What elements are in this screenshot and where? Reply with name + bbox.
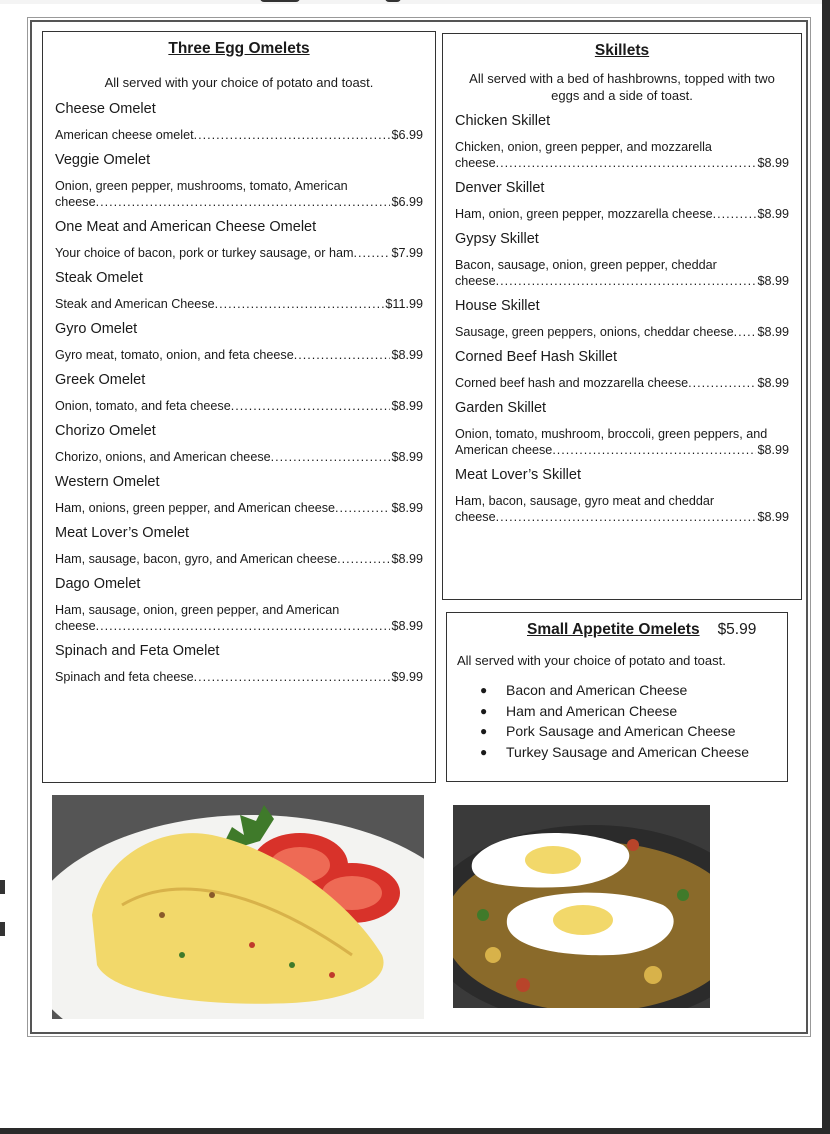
description-text: Ham, onion, green pepper, mozzarella cheese: [455, 207, 713, 221]
skillets-title: Skillets: [594, 42, 650, 59]
price-line: [455, 509, 789, 525]
scan-mark: [0, 922, 5, 936]
price-line: [455, 375, 789, 391]
omelet-list: [43, 101, 435, 685]
description-text: Sausage, green peppers, onions, cheddar cheese: [455, 325, 734, 339]
description-text: cheese: [455, 156, 496, 170]
item-name: Steak Omelet: [55, 270, 143, 286]
description-text: Corned beef hash and mozzarella cheese: [455, 376, 689, 390]
item-price: $9.99: [391, 670, 423, 684]
item-price: $6.99: [391, 128, 423, 142]
item-price: $8.99: [757, 443, 789, 457]
description-text: Chorizo, onions, and American cheese: [55, 450, 271, 464]
description-line: Ham, sausage, onion, green pepper, and American: [55, 603, 340, 617]
menu-item: [443, 400, 801, 458]
description-text: Ham, onions, green pepper, and American cheese: [55, 501, 336, 515]
description-text: Spinach and feta cheese: [55, 670, 194, 684]
description-line: Bacon, sausage, onion, green pepper, cheddar: [455, 258, 717, 272]
item-description: [55, 127, 423, 143]
item-price: $8.99: [391, 450, 423, 464]
small-appetite-item: [480, 701, 787, 722]
description-text: Ham, sausage, bacon, gyro, and American cheese: [55, 552, 338, 566]
menu-item: [43, 474, 435, 516]
price-line: [55, 669, 423, 685]
item-name: Cheese Omelet: [55, 101, 156, 117]
description-text: Onion, tomato, and feta cheese: [55, 399, 231, 413]
item-description: [455, 426, 789, 458]
small-appetite-subtitle: All served with your choice of potato and toast.: [457, 653, 726, 668]
item-price: $7.99: [391, 246, 423, 260]
price-line: [55, 127, 423, 143]
item-description: [55, 449, 423, 465]
description-text: Gyro meat, tomato, onion, and feta cheese: [55, 348, 294, 362]
bullet-icon: ●: [480, 744, 488, 759]
item-name: Chicken Skillet: [455, 113, 551, 129]
item-description: [455, 206, 789, 222]
omelets-panel: [42, 31, 436, 783]
item-name: Meat Lover’s Skillet: [455, 467, 581, 483]
item-description: [55, 602, 423, 634]
item-name: Veggie Omelet: [55, 152, 151, 168]
item-name: One Meat and American Cheese Omelet: [55, 219, 317, 235]
item-description: [455, 139, 789, 171]
dot-leader: [353, 245, 390, 261]
small-appetite-panel: [446, 612, 788, 782]
item-price: $8.99: [757, 510, 789, 524]
description-text: American cheese: [455, 443, 553, 457]
price-line: [455, 273, 789, 289]
price-line: [55, 500, 423, 516]
dot-leader: [688, 375, 756, 391]
item-name: Gyro Omelet: [55, 321, 138, 337]
dot-leader: [294, 347, 391, 363]
small-appetite-item: [480, 680, 787, 701]
price-line: [55, 245, 423, 261]
item-price: $8.99: [391, 501, 423, 515]
dot-leader: [194, 669, 391, 685]
price-line: [55, 296, 423, 312]
item-description: [55, 551, 423, 567]
dot-leader: [96, 194, 391, 210]
menu-page: [30, 20, 808, 1034]
menu-item: [443, 180, 801, 222]
price-line: [55, 398, 423, 414]
skillet-list: [443, 113, 801, 525]
dot-leader: [231, 398, 391, 414]
item-price: $8.99: [391, 619, 423, 633]
dot-leader: [496, 273, 757, 289]
egg-yolk: [553, 905, 613, 935]
small-appetite-item: [480, 742, 787, 763]
small-appetite-item-label: Pork Sausage and American Cheese: [506, 723, 736, 739]
item-name: Gypsy Skillet: [455, 231, 539, 247]
description-line: Onion, tomato, mushroom, broccoli, green peppers, and: [455, 427, 768, 441]
dot-leader: [496, 155, 757, 171]
item-description: [55, 245, 423, 261]
menu-item: [443, 298, 801, 340]
price-line: [455, 206, 789, 222]
dot-leader: [335, 500, 390, 516]
description-text: Your choice of bacon, pork or turkey sausage, or ham: [55, 246, 354, 260]
description-line: Onion, green pepper, mushrooms, tomato, American: [55, 179, 348, 193]
item-description: [55, 347, 423, 363]
price-line: [55, 449, 423, 465]
menu-item: [43, 576, 435, 634]
skillets-subtitle: All served with a bed of hashbrowns, topped with two eggs and a side of toast.: [469, 71, 775, 103]
price-line: [55, 347, 423, 363]
description-line: Chicken, onion, green pepper, and mozzarella: [455, 140, 712, 154]
scan-top-edge: [0, 0, 830, 4]
skillet-image: [453, 805, 710, 1008]
scan-mark: [0, 880, 5, 894]
menu-item: [443, 231, 801, 289]
dot-leader: [194, 127, 391, 143]
item-name: Western Omelet: [55, 474, 160, 490]
item-price: $8.99: [757, 207, 789, 221]
small-appetite-item-label: Ham and American Cheese: [506, 702, 678, 719]
item-price: $8.99: [757, 376, 789, 390]
item-description: [455, 493, 789, 525]
item-price: $6.99: [391, 195, 423, 209]
dot-leader: [215, 296, 385, 312]
item-name: Dago Omelet: [55, 576, 141, 592]
menu-item: [43, 643, 435, 685]
bullet-icon: ●: [480, 724, 488, 738]
scan-bottom-edge: [0, 1128, 830, 1134]
scan-right-edge: [822, 0, 830, 1134]
omelets-subtitle: All served with your choice of potato and toast.: [104, 75, 374, 90]
dot-leader: [337, 551, 390, 567]
scan-mark: [385, 0, 401, 2]
dot-leader: [96, 618, 391, 634]
bullet-icon: ●: [480, 683, 488, 697]
small-appetite-item-label: Turkey Sausage and American Cheese: [506, 743, 750, 760]
description-text: Steak and American Cheese: [55, 297, 215, 311]
price-line: [455, 324, 789, 340]
bullet-icon: ●: [480, 703, 488, 718]
item-name: Denver Skillet: [455, 180, 545, 196]
menu-item: [43, 270, 435, 312]
skillets-panel: [442, 33, 802, 600]
item-name: Greek Omelet: [55, 372, 146, 388]
dot-leader: [734, 324, 757, 340]
price-line: [455, 442, 789, 458]
small-appetite-title: Small Appetite Omelets: [527, 621, 700, 638]
dot-leader: [271, 449, 391, 465]
item-name: House Skillet: [455, 298, 540, 314]
menu-item: [443, 349, 801, 391]
dot-leader: [713, 206, 757, 222]
dot-leader: [496, 509, 757, 525]
description-line: Ham, bacon, sausage, gyro meat and cheddar: [455, 494, 715, 508]
item-name: Spinach and Feta Omelet: [55, 643, 220, 659]
egg-yolk: [525, 846, 581, 874]
dot-leader: [552, 442, 756, 458]
item-name: Meat Lover’s Omelet: [55, 525, 190, 541]
item-name: Chorizo Omelet: [55, 423, 156, 439]
item-price: $11.99: [385, 297, 423, 311]
small-appetite-list: [447, 680, 787, 762]
description-text: cheese: [55, 619, 96, 633]
item-name: Corned Beef Hash Skillet: [455, 349, 617, 365]
menu-item: [43, 525, 435, 567]
item-description: [55, 500, 423, 516]
item-price: $8.99: [757, 325, 789, 339]
menu-item: [43, 321, 435, 363]
skillet-photo: [453, 805, 710, 1008]
item-description: [55, 669, 423, 685]
item-price: $8.99: [391, 399, 423, 413]
price-line: [55, 194, 423, 210]
menu-item: [43, 372, 435, 414]
description-text: cheese: [455, 510, 496, 524]
item-description: [455, 375, 789, 391]
menu-item: [43, 152, 435, 210]
small-appetite-item-label: Bacon and American Cheese: [506, 682, 688, 698]
item-description: [455, 324, 789, 340]
menu-item: [43, 423, 435, 465]
price-line: [55, 618, 423, 634]
menu-item: [443, 467, 801, 525]
omelets-title: Three Egg Omelets: [168, 40, 310, 57]
menu-item: [443, 113, 801, 171]
scan-mark: [260, 0, 300, 2]
item-price: $8.99: [757, 274, 789, 288]
item-description: [55, 178, 423, 210]
description-text: American cheese omelet: [55, 128, 194, 142]
price-line: [55, 551, 423, 567]
item-description: [455, 257, 789, 289]
item-price: $8.99: [757, 156, 789, 170]
item-description: [55, 296, 423, 312]
small-appetite-item: [480, 721, 787, 742]
description-text: cheese: [55, 195, 96, 209]
omelet-photo: [52, 795, 424, 1019]
item-name: Garden Skillet: [455, 400, 547, 416]
item-description: [55, 398, 423, 414]
small-appetite-price: $5.99: [717, 621, 757, 638]
price-line: [455, 155, 789, 171]
omelet-image: [52, 795, 424, 1019]
description-text: cheese: [455, 274, 496, 288]
menu-item: [43, 101, 435, 143]
menu-item: [43, 219, 435, 261]
item-price: $8.99: [391, 348, 423, 362]
item-price: $8.99: [391, 552, 423, 566]
